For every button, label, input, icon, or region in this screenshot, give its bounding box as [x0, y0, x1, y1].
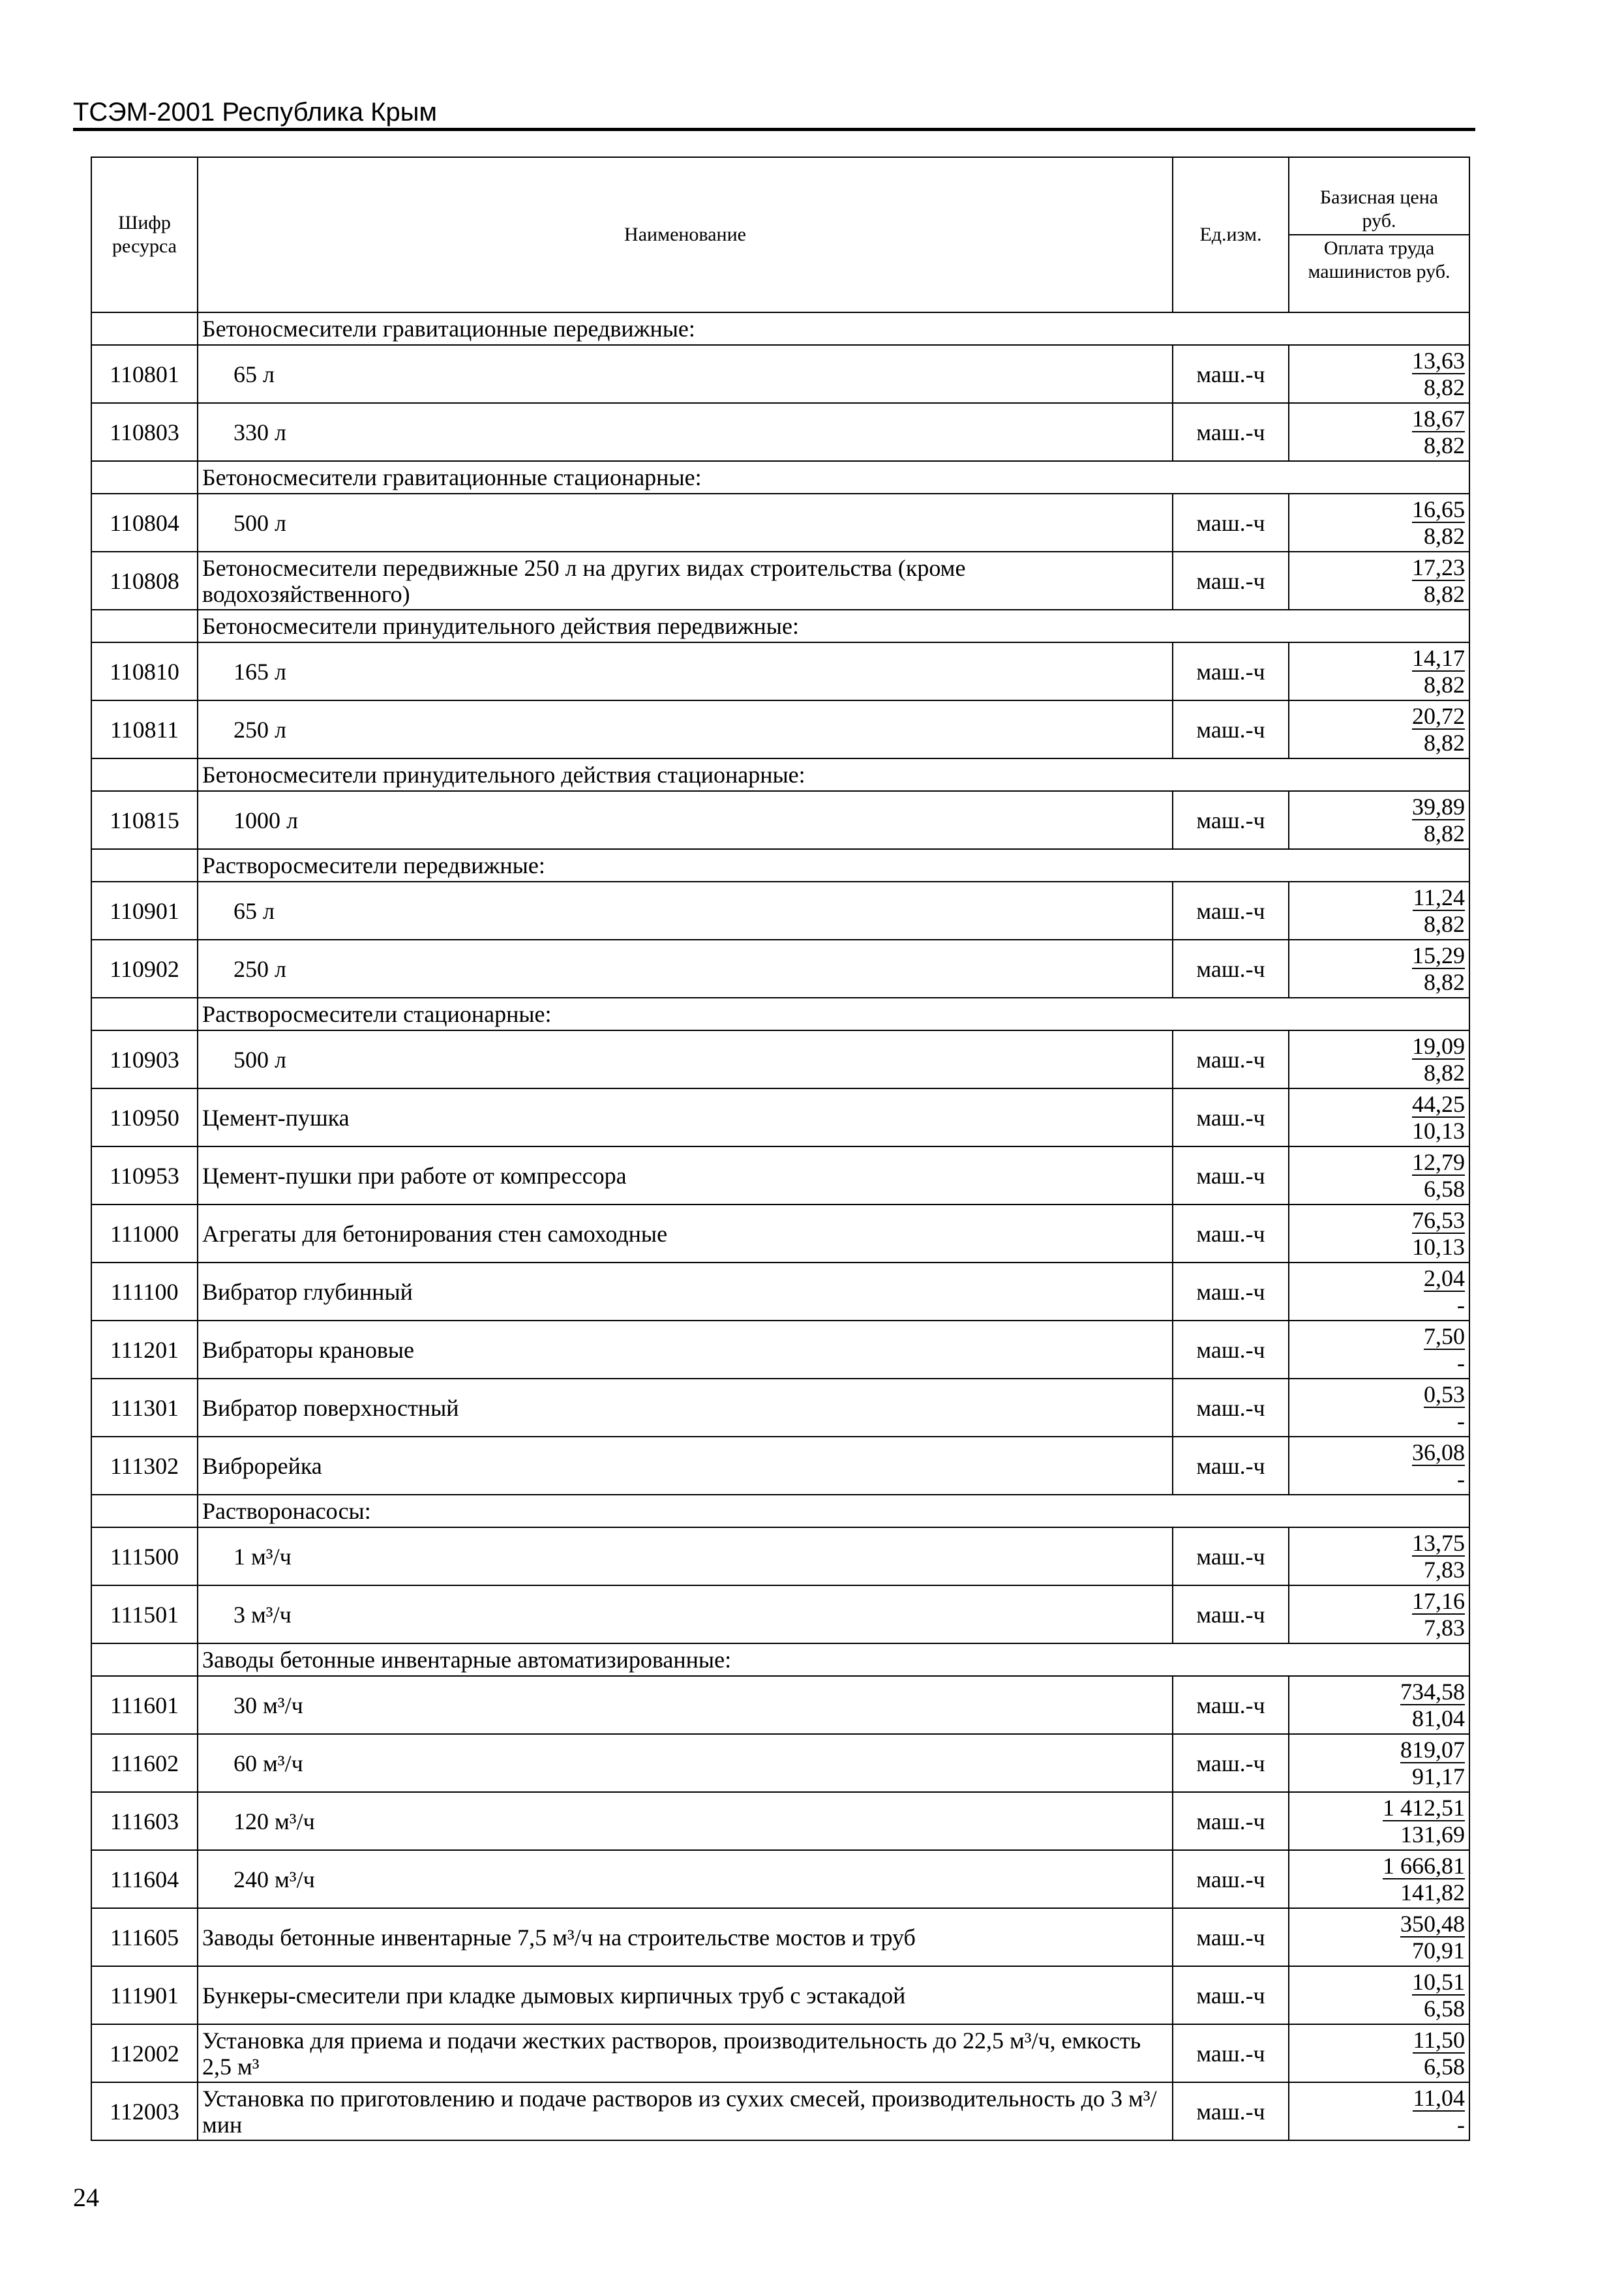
price-cell: [1289, 1676, 1469, 1734]
resource-name: 1000 л: [198, 791, 1173, 849]
resource-name: 500 л: [198, 494, 1173, 552]
resource-unit: маш.-ч: [1173, 1734, 1289, 1792]
table-row: [91, 1088, 1469, 1146]
group-title: Бетоносмесители принудительного действия стационарные:: [198, 758, 1469, 791]
base-price: 76,53: [1412, 1207, 1465, 1233]
table-body: [91, 312, 1469, 2140]
resource-unit: маш.-ч: [1173, 1146, 1289, 1204]
resource-name: 330 л: [198, 403, 1173, 461]
operator-wage: -: [1457, 1292, 1465, 1318]
resource-name: 65 л: [198, 345, 1173, 403]
operator-wage: 6,58: [1424, 1996, 1465, 2022]
col-price-top: Базисная цена руб.: [1319, 187, 1439, 232]
base-price: 1 666,81: [1383, 1853, 1465, 1879]
operator-wage: 131,69: [1400, 1821, 1465, 1848]
price-cell: [1289, 791, 1469, 849]
group-title: Растворосмесители передвижные:: [198, 849, 1469, 882]
base-price: 19,09: [1412, 1033, 1465, 1059]
resource-unit: маш.-ч: [1173, 1437, 1289, 1495]
group-row: [91, 1495, 1469, 1527]
resource-unit: маш.-ч: [1173, 552, 1289, 610]
resource-name: 30 м³/ч: [198, 1676, 1173, 1734]
resource-code: 110801: [91, 345, 198, 403]
group-row: [91, 998, 1469, 1030]
resource-name: 500 л: [198, 1030, 1173, 1088]
operator-wage: 10,13: [1412, 1234, 1465, 1260]
operator-wage: 8,82: [1424, 730, 1465, 756]
resource-code: 111605: [91, 1908, 198, 1966]
operator-wage: 8,82: [1424, 432, 1465, 458]
base-price: 44,25: [1412, 1091, 1465, 1117]
resource-unit: маш.-ч: [1173, 1676, 1289, 1734]
group-code-cell: [91, 758, 198, 791]
table-row: [91, 1146, 1469, 1204]
operator-wage: -: [1457, 1408, 1465, 1434]
price-cell: [1289, 1792, 1469, 1850]
base-price: 13,63: [1412, 348, 1465, 374]
resource-code: 111000: [91, 1204, 198, 1263]
base-price: 16,65: [1412, 496, 1465, 522]
price-cell: [1289, 1379, 1469, 1437]
base-price: 15,29: [1412, 942, 1465, 968]
table-row: [91, 2024, 1469, 2082]
table-row: [91, 494, 1469, 552]
price-cell: [1289, 1908, 1469, 1966]
price-cell: [1289, 2024, 1469, 2082]
resource-name: Агрегаты для бетонирования стен самоходные: [198, 1204, 1173, 1263]
table-row: [91, 552, 1469, 610]
base-price: 7,50: [1424, 1323, 1465, 1349]
base-price: 11,50: [1413, 2027, 1465, 2053]
resource-code: 110803: [91, 403, 198, 461]
price-cell: [1289, 940, 1469, 998]
table-row: [91, 642, 1469, 700]
price-cell: [1289, 1146, 1469, 1204]
resource-unit: маш.-ч: [1173, 1966, 1289, 2024]
table-row: [91, 1734, 1469, 1792]
resource-unit: маш.-ч: [1173, 1088, 1289, 1146]
operator-wage: 8,82: [1424, 969, 1465, 995]
col-price-header: [1289, 157, 1469, 312]
operator-wage: 8,82: [1424, 581, 1465, 607]
operator-wage: 8,82: [1424, 672, 1465, 698]
operator-wage: -: [1457, 2112, 1465, 2138]
operator-wage: -: [1457, 1466, 1465, 1492]
resource-name: Бункеры-смесители при кладке дымовых кирпичных труб с эстакадой: [198, 1966, 1173, 2024]
col-price-bottom: Оплата труда машинистов руб.: [1289, 234, 1469, 286]
group-title: Бетоносмесители принудительного действия передвижные:: [198, 610, 1469, 642]
price-cell: [1289, 1527, 1469, 1585]
operator-wage: 8,82: [1424, 523, 1465, 549]
table-row: [91, 940, 1469, 998]
resource-name: Бетоносмесители передвижные 250 л на других видах строительства (кроме водохозяйственного): [198, 552, 1173, 610]
table-row: [91, 345, 1469, 403]
base-price: 1 412,51: [1383, 1795, 1465, 1821]
group-code-cell: [91, 610, 198, 642]
price-cell: [1289, 1734, 1469, 1792]
resource-name: 165 л: [198, 642, 1173, 700]
resource-unit: маш.-ч: [1173, 403, 1289, 461]
table-row: [91, 1204, 1469, 1263]
price-cell: [1289, 552, 1469, 610]
resource-name: 120 м³/ч: [198, 1792, 1173, 1850]
operator-wage: 8,82: [1424, 1060, 1465, 1086]
resource-code: 112003: [91, 2082, 198, 2140]
price-cell: [1289, 1088, 1469, 1146]
operator-wage: 6,58: [1424, 2054, 1465, 2080]
base-price: 13,75: [1412, 1530, 1465, 1556]
resource-code: 111501: [91, 1585, 198, 1643]
resource-unit: маш.-ч: [1173, 345, 1289, 403]
group-title: Растворонасосы:: [198, 1495, 1469, 1527]
operator-wage: 8,82: [1424, 820, 1465, 846]
resource-code: 111601: [91, 1676, 198, 1734]
group-title: Растворосмесители стационарные:: [198, 998, 1469, 1030]
resource-code: 111901: [91, 1966, 198, 2024]
table-row: [91, 882, 1469, 940]
running-header: [73, 97, 1475, 131]
group-row: [91, 1643, 1469, 1676]
resource-unit: маш.-ч: [1173, 882, 1289, 940]
resource-code: 111100: [91, 1263, 198, 1321]
price-cell: [1289, 2082, 1469, 2140]
table-row: [91, 1321, 1469, 1379]
resource-code: 110953: [91, 1146, 198, 1204]
resource-name: Заводы бетонные инвентарные 7,5 м³/ч на строительстве мостов и труб: [198, 1908, 1173, 1966]
group-row: [91, 849, 1469, 882]
resource-unit: маш.-ч: [1173, 1030, 1289, 1088]
resource-unit: маш.-ч: [1173, 2082, 1289, 2140]
resource-name: 250 л: [198, 940, 1173, 998]
col-unit-header: Ед.изм.: [1173, 157, 1289, 312]
operator-wage: 6,58: [1424, 1176, 1465, 1202]
table-row: [91, 1676, 1469, 1734]
price-cell: [1289, 1850, 1469, 1908]
base-price: 734,58: [1400, 1679, 1465, 1705]
price-cell: [1289, 1204, 1469, 1263]
group-title: Бетоносмесители гравитационные передвижные:: [198, 312, 1469, 345]
operator-wage: 8,82: [1424, 911, 1465, 937]
resource-code: 110950: [91, 1088, 198, 1146]
resource-code: 110808: [91, 552, 198, 610]
page-number: 24: [73, 2183, 99, 2212]
operator-wage: -: [1457, 1350, 1465, 1376]
resource-code: 110815: [91, 791, 198, 849]
resource-unit: маш.-ч: [1173, 1792, 1289, 1850]
base-price: 11,04: [1413, 2085, 1465, 2111]
operator-wage: 7,83: [1424, 1615, 1465, 1641]
resource-name: Виброрейка: [198, 1437, 1173, 1495]
resource-name: 250 л: [198, 700, 1173, 758]
operator-wage: 10,13: [1412, 1118, 1465, 1144]
document-title: ТСЭМ-2001 Республика Крым: [73, 98, 437, 127]
base-price: 17,16: [1412, 1588, 1465, 1614]
table-row: [91, 700, 1469, 758]
group-row: [91, 312, 1469, 345]
resource-name: Вибратор глубинный: [198, 1263, 1173, 1321]
resource-code: 111604: [91, 1850, 198, 1908]
col-code-header: Шифр ресурса: [91, 157, 198, 312]
price-cell: [1289, 882, 1469, 940]
resource-name: Установка для приема и подачи жестких растворов, производительность до 22,5 м³/ч, емкость 2,5 м³: [198, 2024, 1173, 2082]
base-price: 2,04: [1424, 1265, 1465, 1291]
group-code-cell: [91, 1643, 198, 1676]
resource-unit: маш.-ч: [1173, 1585, 1289, 1643]
resource-unit: маш.-ч: [1173, 1204, 1289, 1263]
resource-unit: маш.-ч: [1173, 1263, 1289, 1321]
table-row: [91, 1792, 1469, 1850]
resource-code: 111302: [91, 1437, 198, 1495]
group-code-cell: [91, 998, 198, 1030]
table-row: [91, 1527, 1469, 1585]
base-price: 12,79: [1412, 1149, 1465, 1175]
group-row: [91, 758, 1469, 791]
resource-code: 110901: [91, 882, 198, 940]
operator-wage: 81,04: [1412, 1705, 1465, 1731]
resource-table: [91, 157, 1470, 2141]
table-row: [91, 1263, 1469, 1321]
base-price: 350,48: [1400, 1911, 1465, 1937]
price-cell: [1289, 1030, 1469, 1088]
group-code-cell: [91, 849, 198, 882]
resource-code: 111301: [91, 1379, 198, 1437]
operator-wage: 8,82: [1424, 374, 1465, 400]
table-row: [91, 791, 1469, 849]
resource-unit: маш.-ч: [1173, 494, 1289, 552]
resource-code: 111500: [91, 1527, 198, 1585]
resource-code: 112002: [91, 2024, 198, 2082]
resource-code: 111603: [91, 1792, 198, 1850]
resource-unit: маш.-ч: [1173, 2024, 1289, 2082]
price-cell: [1289, 1585, 1469, 1643]
resource-name: 240 м³/ч: [198, 1850, 1173, 1908]
resource-name: 65 л: [198, 882, 1173, 940]
resource-name: Цемент-пушки при работе от компрессора: [198, 1146, 1173, 1204]
resource-name: Вибратор поверхностный: [198, 1379, 1173, 1437]
table-row: [91, 1585, 1469, 1643]
table-row: [91, 403, 1469, 461]
table-row: [91, 1908, 1469, 1966]
price-cell: [1289, 1321, 1469, 1379]
price-cell: [1289, 494, 1469, 552]
resource-unit: маш.-ч: [1173, 700, 1289, 758]
operator-wage: 91,17: [1412, 1763, 1465, 1789]
base-price: 819,07: [1400, 1737, 1465, 1763]
table-header-row: [91, 157, 1469, 312]
resource-code: 110811: [91, 700, 198, 758]
resource-name: Установка по приготовлению и подаче растворов из сухих смесей, производительность до 3 м³/мин: [198, 2082, 1173, 2140]
price-cell: [1289, 700, 1469, 758]
operator-wage: 7,83: [1424, 1557, 1465, 1583]
resource-name: 1 м³/ч: [198, 1527, 1173, 1585]
resource-code: 110810: [91, 642, 198, 700]
table-row: [91, 1850, 1469, 1908]
operator-wage: 70,91: [1412, 1937, 1465, 1964]
table-row: [91, 1437, 1469, 1495]
group-code-cell: [91, 461, 198, 494]
table-row: [91, 1379, 1469, 1437]
base-price: 0,53: [1424, 1381, 1465, 1407]
resource-code: 110902: [91, 940, 198, 998]
resource-code: 110804: [91, 494, 198, 552]
group-code-cell: [91, 312, 198, 345]
resource-unit: маш.-ч: [1173, 1527, 1289, 1585]
resource-name: 60 м³/ч: [198, 1734, 1173, 1792]
resource-unit: маш.-ч: [1173, 642, 1289, 700]
base-price: 18,67: [1412, 406, 1465, 432]
resource-unit: маш.-ч: [1173, 1321, 1289, 1379]
table-row: [91, 1030, 1469, 1088]
resource-name: 3 м³/ч: [198, 1585, 1173, 1643]
price-cell: [1289, 345, 1469, 403]
table-row: [91, 1966, 1469, 2024]
resource-unit: маш.-ч: [1173, 940, 1289, 998]
base-price: 14,17: [1412, 645, 1465, 671]
price-cell: [1289, 642, 1469, 700]
table-row: [91, 2082, 1469, 2140]
group-row: [91, 461, 1469, 494]
col-name-header: Наименование: [198, 157, 1173, 312]
resource-code: 111201: [91, 1321, 198, 1379]
operator-wage: 141,82: [1400, 1879, 1465, 1906]
resource-unit: маш.-ч: [1173, 1850, 1289, 1908]
resource-name: Цемент-пушка: [198, 1088, 1173, 1146]
base-price: 39,89: [1412, 794, 1465, 820]
resource-code: 110903: [91, 1030, 198, 1088]
group-title: Бетоносмесители гравитационные стационарные:: [198, 461, 1469, 494]
group-code-cell: [91, 1495, 198, 1527]
group-title: Заводы бетонные инвентарные автоматизированные:: [198, 1643, 1469, 1676]
price-cell: [1289, 1437, 1469, 1495]
resource-code: 111602: [91, 1734, 198, 1792]
price-cell: [1289, 1966, 1469, 2024]
base-price: 10,51: [1412, 1969, 1465, 1995]
price-cell: [1289, 403, 1469, 461]
resource-unit: маш.-ч: [1173, 791, 1289, 849]
base-price: 20,72: [1412, 703, 1465, 729]
resource-name: Вибраторы крановые: [198, 1321, 1173, 1379]
resource-unit: маш.-ч: [1173, 1379, 1289, 1437]
price-cell: [1289, 1263, 1469, 1321]
base-price: 17,23: [1412, 554, 1465, 580]
base-price: 11,24: [1413, 884, 1465, 910]
group-row: [91, 610, 1469, 642]
resource-unit: маш.-ч: [1173, 1908, 1289, 1966]
base-price: 36,08: [1412, 1439, 1465, 1465]
